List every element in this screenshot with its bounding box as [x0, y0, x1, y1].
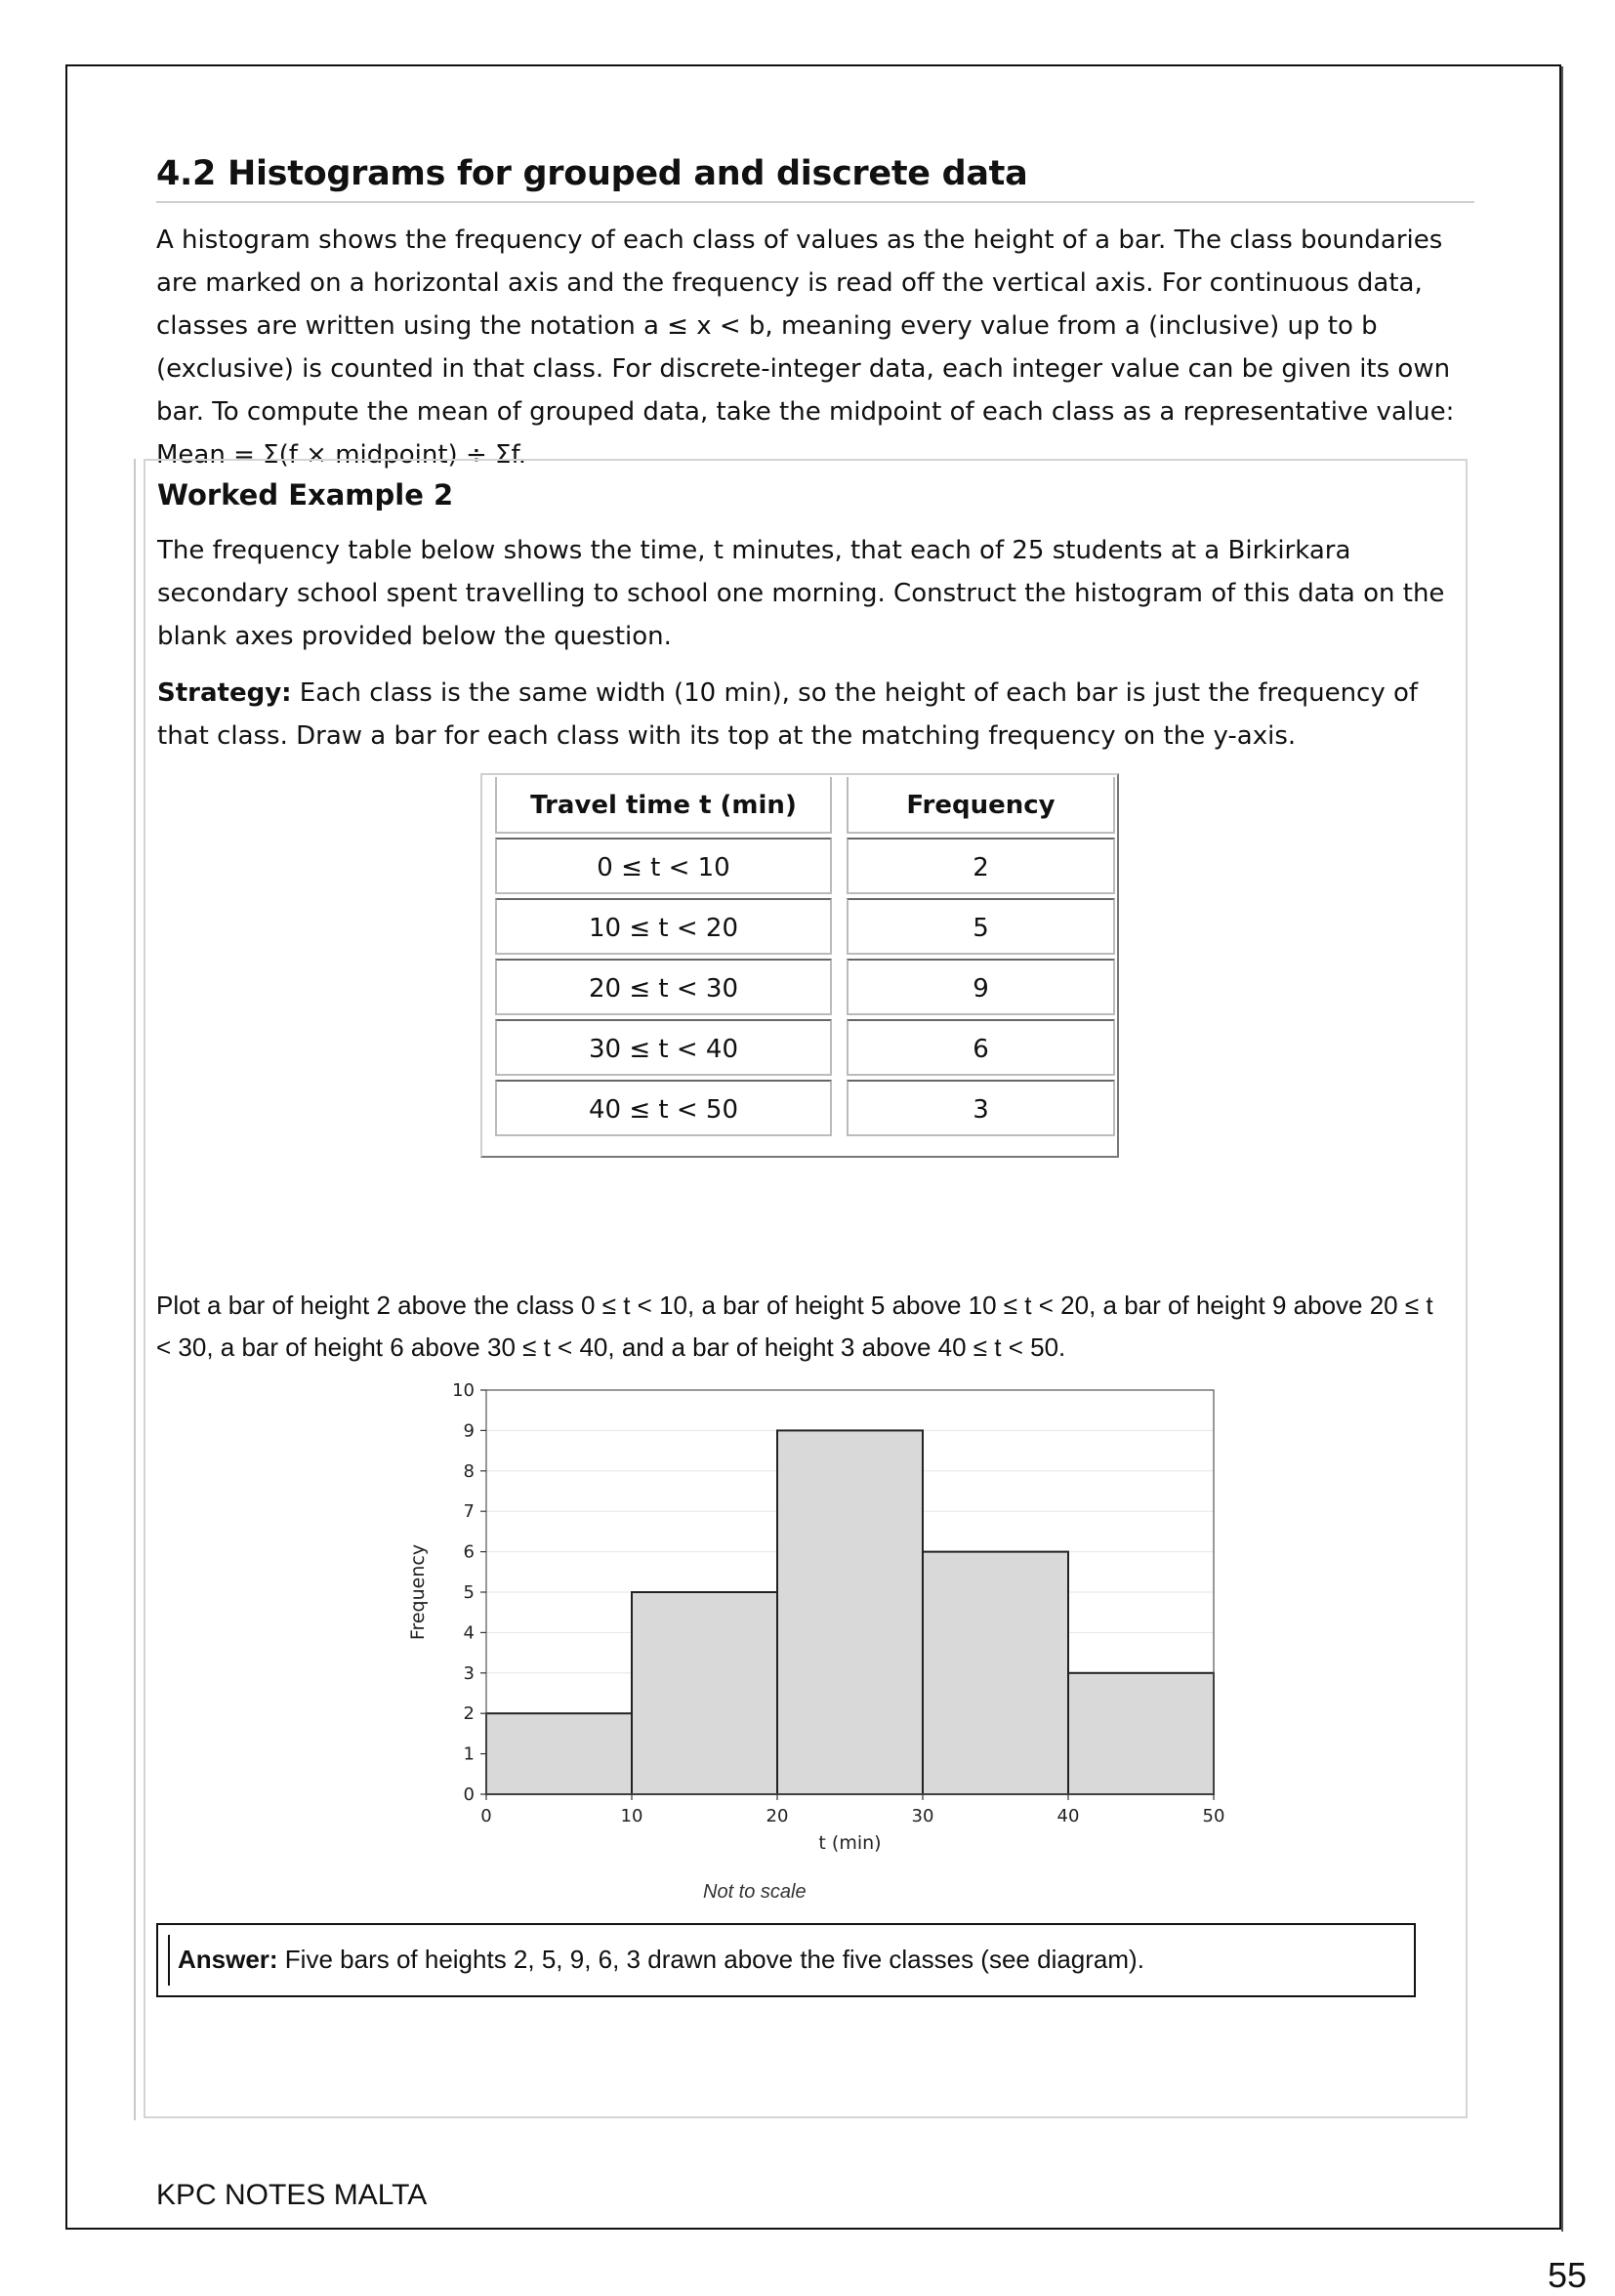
histogram-bar: [777, 1430, 923, 1794]
y-tick-label: 5: [463, 1582, 475, 1603]
section-intro: A histogram shows the frequency of each class of values as the height of a bar. The class boundaries are marked on a horizontal axis and the frequency is read off the vertical axis. For continuous data, classes are written using the notation a ≤ x < b, meaning every value from a (inclusive) up to b (exclusive) is counted in that class. For discrete-integer data, each integer value can be given its own bar. To compute the mean of grouped data, take the midpoint of each class as a representative value: Mean = Σ(f × midpoint) ÷ Σf.: [156, 226, 1455, 470]
y-tick-label: 7: [463, 1501, 475, 1523]
y-tick-label: 3: [463, 1662, 475, 1684]
table-cell-frequency: 3: [847, 1080, 1115, 1136]
page-number: 55: [1548, 2255, 1588, 2295]
section-content: [156, 154, 1474, 476]
example-question: The frequency table below shows the time, t minutes, that each of 25 students at a Birkirkara secondary school spent travelling to school one morning. Construct the histogram of this data on the blank axes provided below the question.: [157, 536, 1445, 651]
x-tick-label: 40: [1056, 1806, 1080, 1826]
y-tick-label: 9: [463, 1420, 475, 1442]
table-header-frequency: Frequency: [847, 777, 1115, 834]
y-tick-label: 6: [463, 1541, 475, 1563]
chart-not-to-scale-note: Not to scale: [703, 1881, 807, 1903]
answer-label: Answer:: [178, 1945, 278, 1974]
plot-instruction: Plot a bar of height 2 above the class 0 ≤ t < 10, a bar of height 5 above 10 ≤ t < 20, a bar of height 9 above 20 ≤ t < 30, a bar of height 6 above 30 ≤ t < 40, and a bar of height 3 above 40 ≤ t < 50.: [156, 1291, 1433, 1362]
y-tick-label: 1: [463, 1743, 475, 1765]
section-title: 4.2 Histograms for grouped and discrete data: [156, 154, 1474, 203]
table-cell-frequency: 5: [847, 898, 1115, 955]
strategy-label: Strategy:: [157, 678, 292, 708]
table-cell-class: 40 ≤ t < 50: [495, 1080, 832, 1136]
y-tick-label: 10: [452, 1380, 475, 1401]
answer-box: [156, 1923, 1416, 1997]
table-cell-class: 30 ≤ t < 40: [495, 1019, 832, 1076]
table-cell-frequency: 9: [847, 959, 1115, 1015]
table-cell-class: 20 ≤ t < 30: [495, 959, 832, 1015]
x-tick-label: 0: [480, 1806, 492, 1826]
y-tick-label: 4: [463, 1622, 475, 1644]
histogram-bar: [632, 1592, 777, 1794]
worked-example-title: Worked Example 2: [157, 478, 454, 512]
table-header-time: Travel time t (min): [495, 777, 832, 834]
histogram-chart: [400, 1367, 1230, 1913]
box-margin-rule: [134, 459, 136, 2120]
x-tick-label: 10: [620, 1806, 643, 1826]
strategy-text: Each class is the same width (10 min), so the height of each bar is just the frequency of that class. Draw a bar for each class with its top at the matching frequency on the y-axis.: [157, 678, 1419, 751]
footer-label: KPC NOTES MALTA: [156, 2179, 428, 2211]
histogram-bar: [923, 1552, 1068, 1794]
y-tick-label: 8: [463, 1460, 475, 1482]
x-tick-label: 30: [911, 1806, 934, 1826]
example-strategy: [157, 672, 1446, 758]
y-tick-label: 2: [463, 1703, 475, 1725]
histogram-bar: [486, 1713, 632, 1794]
table-cell-class: 0 ≤ t < 10: [495, 838, 832, 894]
x-tick-label: 50: [1202, 1806, 1225, 1826]
y-tick-label: 0: [463, 1784, 475, 1805]
table-cell-frequency: 6: [847, 1019, 1115, 1076]
table-cell-class: 10 ≤ t < 20: [495, 898, 832, 955]
table-cell-frequency: 2: [847, 838, 1115, 894]
y-axis-label: Frequency: [407, 1543, 429, 1641]
histogram-bar: [1068, 1673, 1214, 1794]
x-tick-label: 20: [766, 1806, 789, 1826]
x-axis-label: t (min): [818, 1832, 882, 1854]
worked-example-body: [157, 469, 1446, 771]
answer-text: Five bars of heights 2, 5, 9, 6, 3 drawn above the five classes (see diagram).: [277, 1945, 1144, 1974]
